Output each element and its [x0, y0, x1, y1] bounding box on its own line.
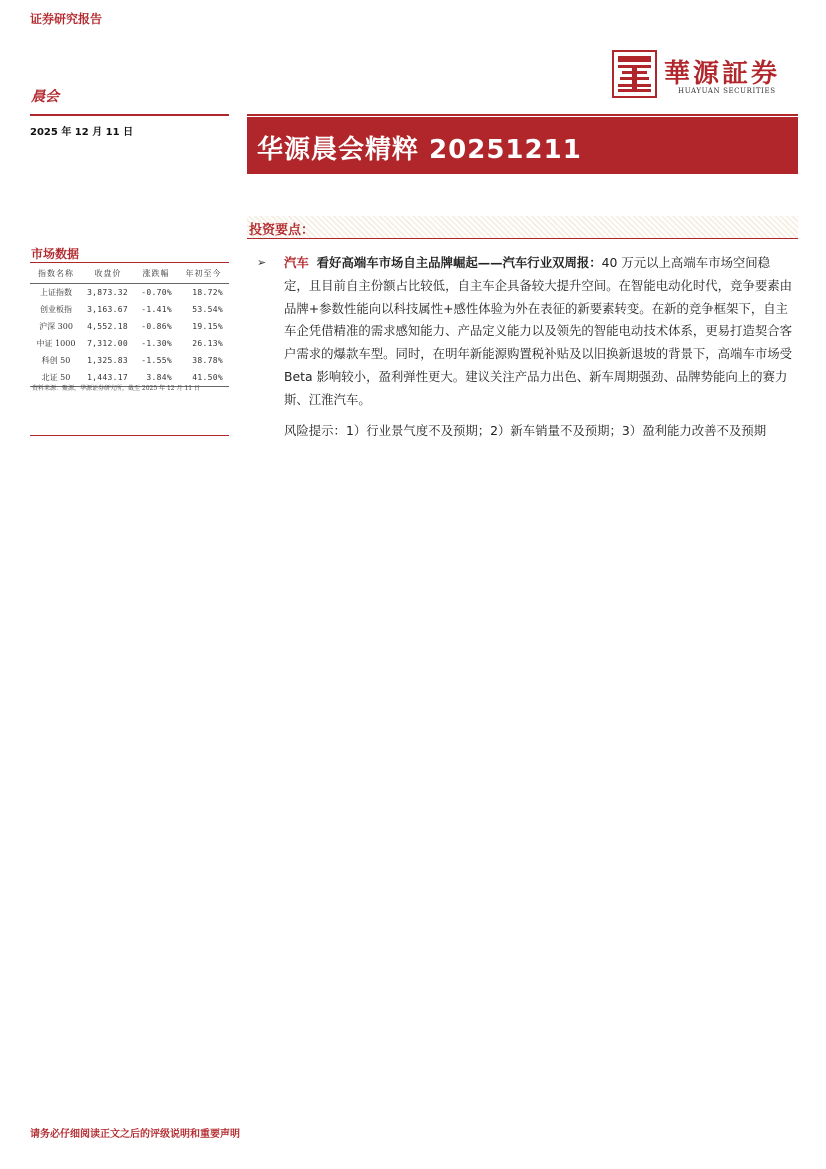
ytd-pct: 41.50% [178, 369, 229, 387]
market-divider-top [30, 262, 229, 263]
company-logo [612, 50, 788, 100]
close-price: 3,873.32 [87, 288, 128, 297]
section-tag: 晨会 [31, 89, 59, 105]
index-name: 北证 50 [30, 369, 82, 387]
arrow-bullet-icon: ➢ [257, 256, 267, 269]
ytd-pct: 38.78% [192, 356, 223, 365]
huayuan-seal-icon [612, 50, 657, 98]
close-price: 4,552.18 [87, 322, 128, 331]
change-pct: -1.30% [141, 339, 172, 348]
close-price: 1,443.17 [82, 369, 134, 387]
close-price: 7,312.00 [87, 339, 128, 348]
table-row [30, 335, 229, 352]
table-row [30, 318, 229, 335]
logo-name-cn: 華源証券 [664, 59, 781, 89]
change-pct: -1.41% [141, 305, 172, 314]
ytd-pct: 18.72% [192, 288, 223, 297]
market-data-source: 资料来源：聚源，华源证券研究所，截至 2025 年 12 月 11 日 [32, 385, 200, 392]
logo-name-en: HUAYUAN SECURITIES [678, 87, 776, 95]
divider-right [247, 114, 798, 116]
index-name: 创业板指 [40, 305, 72, 314]
table-row [30, 301, 229, 318]
close-price: 1,325.83 [87, 356, 128, 365]
index-name: 中证 1000 [36, 339, 76, 348]
column-header: 收盘价 [82, 266, 134, 284]
footer-disclaimer: 请务必仔细阅读正文之后的评级说明和重要声明 [30, 1129, 240, 1140]
table-row [30, 284, 229, 302]
index-name: 沪深 300 [39, 322, 73, 331]
report-title: 华源晨会精粹 20251211 [257, 135, 582, 165]
invest-points-title: 投资要点： [249, 223, 315, 238]
column-header: 年初至今 [178, 266, 229, 284]
market-data-title: 市场数据 [31, 247, 80, 261]
index-name: 上证指数 [40, 288, 72, 297]
column-header: 涨跌幅 [134, 266, 178, 284]
sector-label: 汽车 [284, 255, 309, 270]
risk-warning: 风险提示：1）行业景气度不及预期；2）新车销量不及预期；3）盈利能力改善不及预期 [284, 423, 767, 438]
ytd-pct: 26.13% [192, 339, 223, 348]
market-divider-bottom [30, 435, 229, 436]
change-pct: -0.70% [141, 288, 172, 297]
change-pct: -1.55% [141, 356, 172, 365]
change-pct: -0.86% [141, 322, 172, 331]
market-data-table [30, 266, 229, 387]
change-pct: 3.84% [134, 369, 178, 387]
title-banner [247, 117, 798, 174]
column-header: 指数名称 [30, 266, 82, 284]
index-name: 科创 50 [41, 356, 71, 365]
close-price: 3,163.67 [87, 305, 128, 314]
invest-points-header [247, 216, 798, 239]
table-row [30, 352, 229, 369]
table-header-row [30, 266, 229, 284]
report-headline: 看好高端车市场自主品牌崛起——汽车行业双周报： [316, 255, 602, 270]
ytd-pct: 19.15% [192, 322, 223, 331]
doc-type-label: 证券研究报告 [30, 12, 103, 26]
invest-point-paragraph [284, 252, 792, 412]
report-date: 2025 年 12 月 11 日 [30, 127, 134, 138]
ytd-pct: 53.54% [192, 305, 223, 314]
invest-point-body: 40 万元以上高端车市场空间稳定，且目前自主份额占比较低，自主车企具备较大提升空间。在智能电动化时代，竞争要素由品牌+参数性能向以科技属性+感性体验为外在表征的新要素转变。在新的竞争框架下，自主车企凭借精准的需求感知能力、产品定义能力以及领先的智能电动技术体系，更易打造契合客户需求的爆款车型。同时，在明年新能源购置税补贴及以旧换新退坡的背景下，高端车市场受 Beta 影响较小，盈利弹性更大。建议关注产品力出色、新车周期强劲、品牌势能向上的赛力斯、江淮汽车。 [284, 255, 793, 407]
divider-left [30, 114, 229, 116]
